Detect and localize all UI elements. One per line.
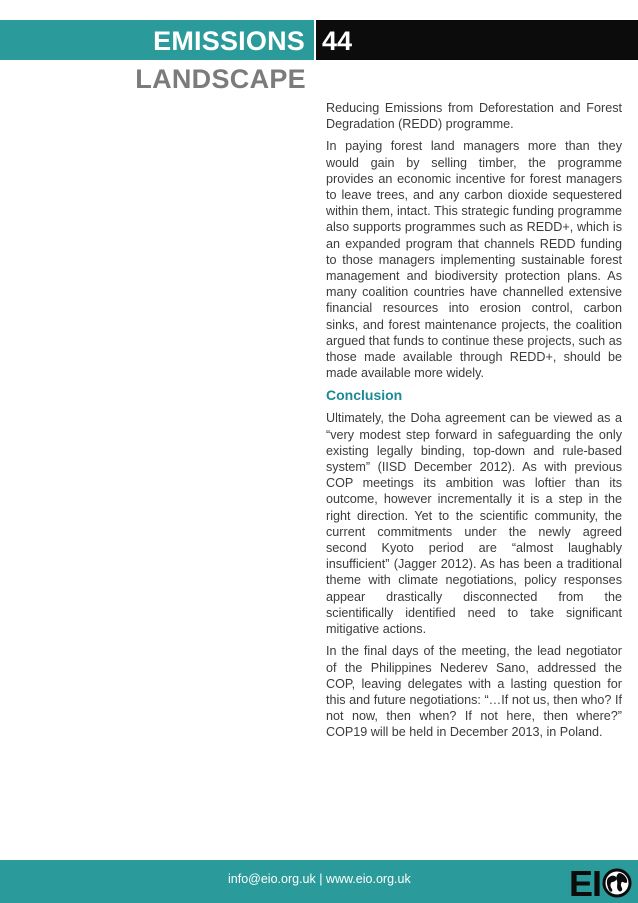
eio-logo [568, 863, 632, 901]
paragraph-final-days: In the final days of the meeting, the lead negotiator of the Philippines Nederev Sano, addressed the COP, leaving delegates with a lasting question for this and future negotiations: “…If not us, then who? If not now, then when? If not here, then where?” COP19 will be held in December 2013, in Poland. [326, 644, 622, 740]
globe-icon [604, 870, 630, 896]
conclusion-heading: Conclusion [326, 387, 403, 404]
paragraph-conclusion: Ultimately, the Doha agreement can be viewed as a “very modest step forward in safeguarding the only existing legally binding, top-down and rule-based system” (IISD December 2012). As with previous COP meetings its ambition was loftier than its outcome, however incrementally it is a step in the right direction. Yet to the scientific community, the current commitments under the newly agreed second Kyoto period are “almost laughably insufficient” (Jagger 2012). As has been a traditional theme with climate negotiations, policy responses appear drastically disconnected from the scientifically identified need to take significant mitigative actions. [326, 411, 622, 637]
paragraph-forest-managers: In paying forest land managers more than they would gain by selling timber, the programme provides an economic incentive for forest managers to leave trees, and any carbon dioxide sequestered within them, intact. This strategic funding programme also supports programmes such as REDD+, which is an expanded program that channels REDD funding to those managers implementing sustainable forest management and biodiversity protection plans. As many coalition countries have channelled extensive financial resources into erosion control, carbon sinks, and forest maintenance projects, the coalition argued that funds to continue these projects, such as those made available through REDD+, should be made available more widely. [326, 139, 622, 381]
logo-text: EI [569, 863, 602, 901]
header-black-bar [316, 20, 638, 60]
section-title: EMISSIONS [153, 26, 305, 56]
page-number: 44 [322, 26, 353, 56]
paragraph-redd: Reducing Emissions from Deforestation and Forest Degradation (REDD) programme. [326, 101, 622, 132]
article-body [326, 100, 622, 747]
footer-contact: info@eio.org.uk | www.eio.org.uk [228, 872, 411, 886]
section-subtitle: LANDSCAPE [135, 64, 306, 94]
